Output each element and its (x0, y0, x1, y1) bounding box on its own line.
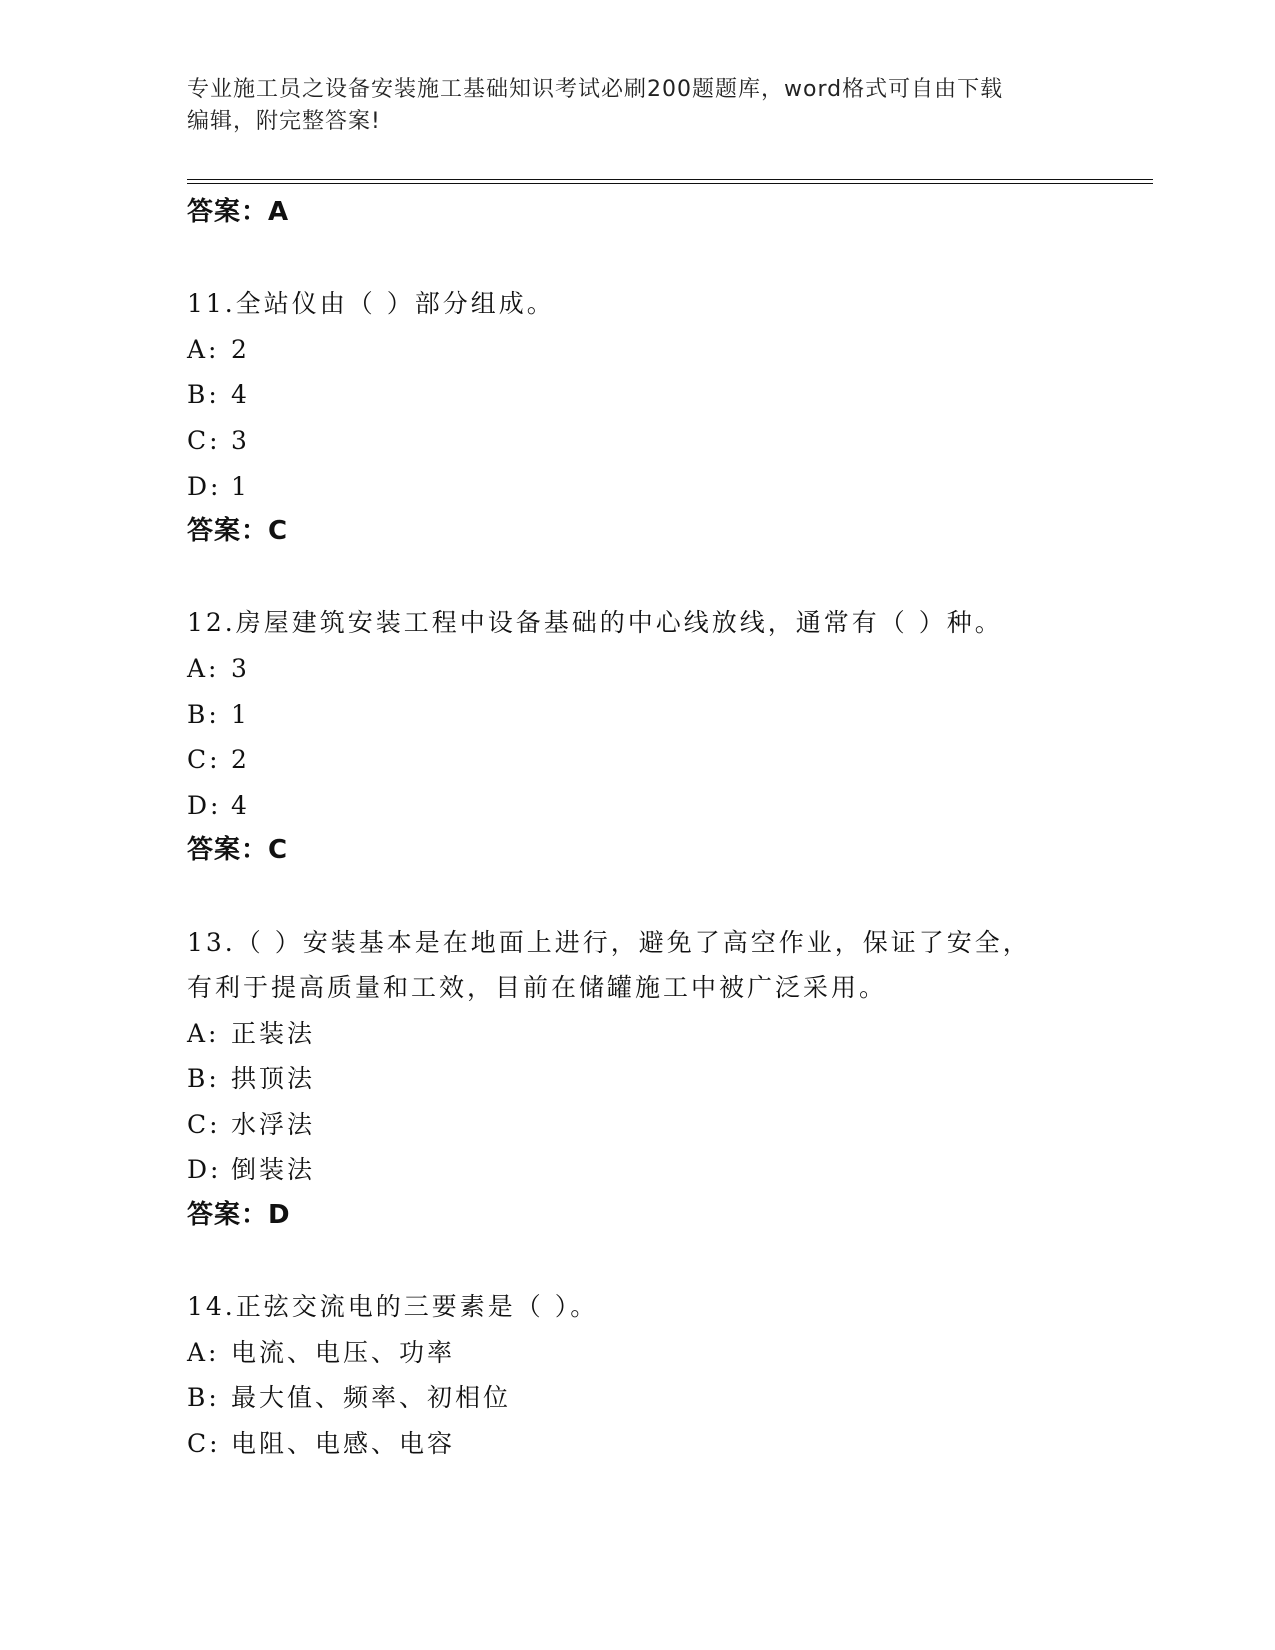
question-stem: 14.正弦交流电的三要素是（ ）。 (187, 1292, 599, 1322)
option-key: A: (187, 1018, 220, 1048)
option-d (187, 783, 1153, 829)
spacer (187, 1239, 1153, 1285)
option-a (187, 1011, 1153, 1057)
option-key: C: (187, 745, 221, 775)
option-key: C: (187, 425, 221, 455)
option-key: A: (187, 334, 220, 364)
option-key: D: (187, 471, 222, 501)
option-key: B: (187, 1064, 220, 1094)
option-c (187, 737, 1153, 783)
option-key: C: (187, 1109, 221, 1139)
document-header (187, 74, 1067, 138)
option-text: 1 (231, 699, 250, 729)
option-a (187, 327, 1153, 373)
spacer (187, 236, 1153, 282)
option-text: 2 (231, 745, 250, 775)
option-c (187, 1421, 1153, 1467)
spacer (187, 555, 1153, 601)
header-divider-top (187, 179, 1153, 180)
previous-answer: 答案：A (187, 197, 290, 227)
question-13 (187, 920, 1153, 1239)
option-text: 电阻、电感、电容 (231, 1429, 456, 1459)
option-text: 4 (231, 790, 250, 820)
answer: 答案：C (187, 516, 289, 547)
question-stem: 13.（ ）安装基本是在地面上进行，避免了高空作业，保证了安全， (187, 927, 1031, 957)
header-line-1: 专业施工员之设备安装施工基础知识考试必刷200题题库，word格式可自由下载 (187, 77, 1004, 102)
option-text: 倒装法 (231, 1155, 316, 1185)
spacer (187, 874, 1153, 920)
option-text: 电流、电压、功率 (231, 1337, 456, 1367)
option-text: 3 (231, 653, 250, 683)
option-key: D: (187, 1155, 222, 1185)
option-b (187, 1375, 1153, 1421)
option-b (187, 372, 1153, 418)
option-c (187, 418, 1153, 464)
option-d (187, 1147, 1153, 1193)
option-key: A: (187, 653, 220, 683)
option-a (187, 1330, 1153, 1376)
option-key: A: (187, 1337, 220, 1367)
option-key: D: (187, 790, 222, 820)
option-text: 3 (231, 425, 250, 455)
option-text: 2 (231, 334, 250, 364)
option-key: B: (187, 699, 220, 729)
option-d (187, 464, 1153, 510)
question-14 (187, 1284, 1153, 1466)
option-text: 1 (231, 471, 250, 501)
option-key: B: (187, 380, 220, 410)
option-b (187, 1056, 1153, 1102)
question-11 (187, 281, 1153, 555)
option-text: 拱顶法 (231, 1064, 316, 1094)
question-stem-continued: 有利于提高质量和工效，目前在储罐施工中被广泛采用。 (187, 973, 888, 1003)
answer: 答案：C (187, 835, 289, 866)
option-b (187, 692, 1153, 738)
option-a (187, 646, 1153, 692)
option-text: 正装法 (231, 1018, 316, 1048)
question-stem: 11.全站仪由（ ）部分组成。 (187, 289, 555, 319)
option-text: 水浮法 (231, 1109, 316, 1139)
header-divider-bottom (187, 183, 1153, 184)
option-key: B: (187, 1383, 220, 1413)
option-key: C: (187, 1429, 221, 1459)
question-12 (187, 600, 1153, 874)
option-text: 最大值、频率、初相位 (231, 1383, 512, 1413)
option-c (187, 1102, 1153, 1148)
option-text: 4 (231, 380, 250, 410)
question-list (187, 190, 1153, 1467)
header-line-2: 编辑，附完整答案! (187, 109, 381, 134)
question-stem: 12.房屋建筑安装工程中设备基础的中心线放线，通常有（ ）种。 (187, 608, 1003, 638)
answer: 答案：D (187, 1200, 291, 1231)
